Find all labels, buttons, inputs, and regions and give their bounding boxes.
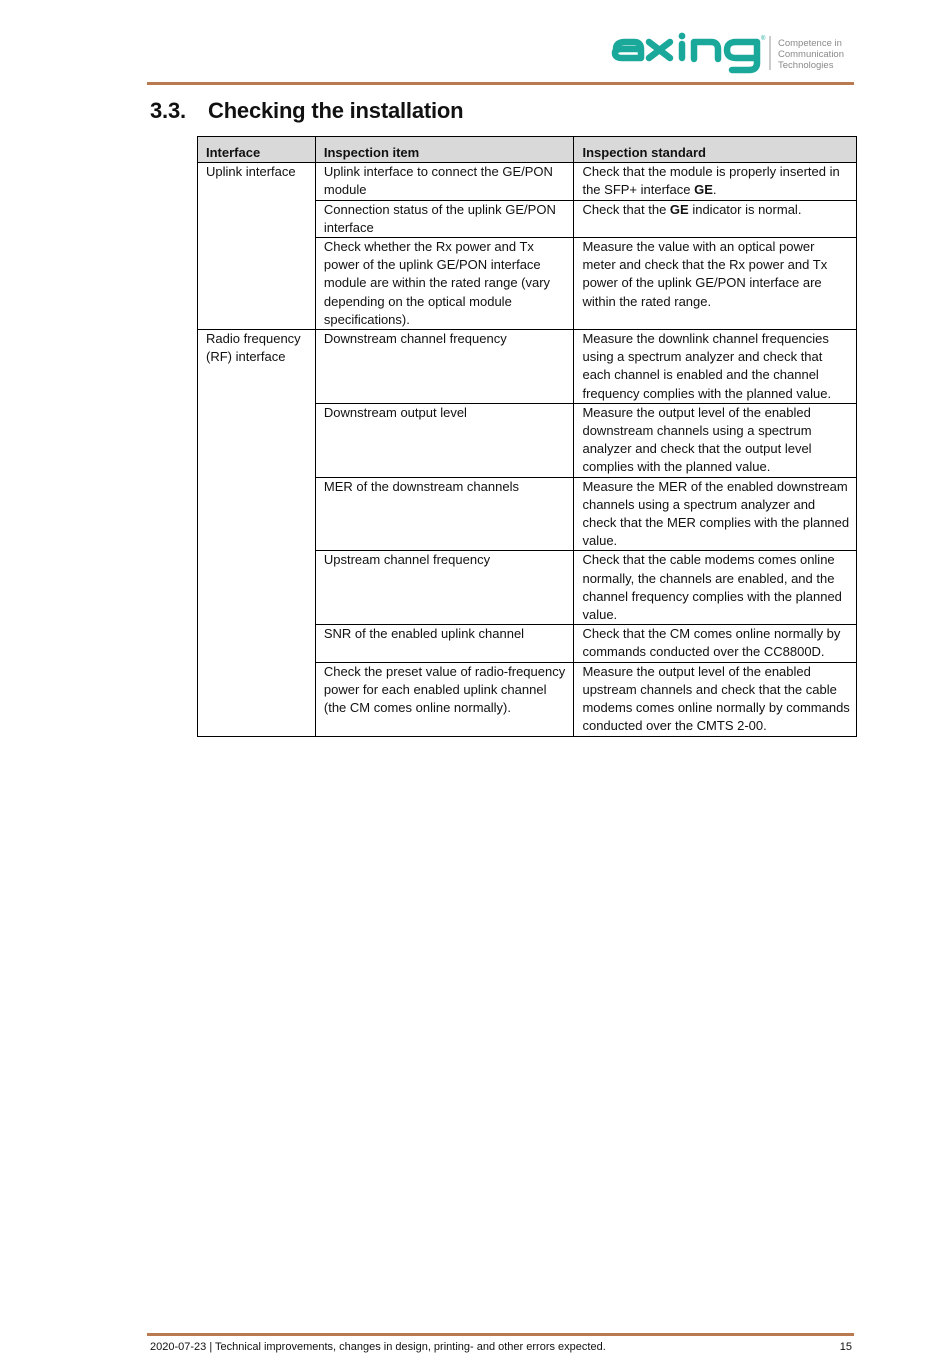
page-number: 15 — [839, 1341, 852, 1353]
inspection-item-cell: SNR of the enabled uplink channel — [315, 625, 574, 662]
section-heading — [150, 98, 463, 124]
standard-bold-text: GE — [694, 182, 713, 198]
interface-cell: Uplink interface — [198, 163, 316, 330]
standard-text: . — [712, 182, 717, 198]
interface-cell: Radio frequency (RF) interface — [198, 330, 316, 736]
inspection-standard-cell: Measure the output level of the enabled upstream channels and check that the cable modems comes online normally by commands conducted over the CMTS 2-00. — [574, 662, 857, 736]
inspection-item-cell: Check the preset value of radio-frequency power for each enabled uplink channel (the CM comes online normally). — [315, 662, 574, 736]
inspection-item-cell: Uplink interface to connect the GE/PON module — [315, 163, 574, 200]
inspection-item-cell: MER of the downstream channels — [315, 477, 574, 551]
tagline-line: Technologies — [778, 60, 834, 71]
section-title: Checking the installation — [208, 98, 464, 123]
section-number: 3.3. — [150, 98, 186, 123]
footer-text: 2020-07-23 | Technical improvements, changes in design, printing- and other errors expected. — [150, 1341, 606, 1353]
inspection-item-cell: Downstream channel frequency — [315, 330, 574, 404]
inspection-standard-cell: Measure the value with an optical power meter and check that the Rx power and Tx power of the uplink GE/PON interface are within the rated range. — [574, 238, 857, 330]
table-row — [198, 330, 857, 404]
standard-text: indicator is normal. — [688, 201, 802, 217]
table-row — [198, 163, 857, 200]
tagline-line: Communication — [778, 49, 844, 60]
header-rule — [147, 82, 854, 85]
column-header-inspection-item: Inspection item — [315, 137, 574, 163]
table-header-row — [198, 137, 857, 163]
standard-bold-text: GE — [669, 201, 689, 217]
axing-wordmark-icon — [610, 30, 775, 76]
inspection-standard-cell: Check that the CM comes online normally by commands conducted over the CC8800D. — [574, 625, 857, 662]
standard-text: Check that the module is properly inserted in the SFP+ interface — [582, 164, 840, 198]
inspection-item-cell: Downstream output level — [315, 403, 574, 477]
column-header-interface: Interface — [198, 137, 316, 163]
column-header-inspection-standard: Inspection standard — [574, 137, 857, 163]
inspection-standard-cell — [574, 200, 857, 237]
inspection-item-cell: Check whether the Rx power and Tx power of the uplink GE/PON interface module are within the rated range (vary depending on the optical module specifications). — [315, 238, 574, 330]
inspection-table — [197, 136, 857, 737]
inspection-standard-cell: Measure the downlink channel frequencies using a spectrum analyzer and check that each channel is enabled and the channel frequency complies with the planned value. — [574, 330, 857, 404]
logo-tagline — [778, 38, 844, 71]
footer-rule — [147, 1333, 854, 1336]
inspection-standard-cell — [574, 163, 857, 200]
inspection-item-cell: Connection status of the uplink GE/PON interface — [315, 200, 574, 237]
inspection-item-cell: Upstream channel frequency — [315, 551, 574, 625]
svg-text:®: ® — [761, 36, 766, 42]
inspection-standard-cell: Measure the MER of the enabled downstream channels using a spectrum analyzer and check that the MER complies with the planned value. — [574, 477, 857, 551]
inspection-standard-cell: Measure the output level of the enabled downstream channels using a spectrum analyzer and check that the output level complies with the planned value. — [574, 403, 857, 477]
standard-text: Check that the — [582, 201, 670, 217]
page-footer — [150, 1341, 852, 1353]
inspection-standard-cell: Check that the cable modems comes online normally, the channels are enabled, and the channel frequency complies with the planned value. — [574, 551, 857, 625]
tagline-line: Competence in — [778, 38, 842, 49]
